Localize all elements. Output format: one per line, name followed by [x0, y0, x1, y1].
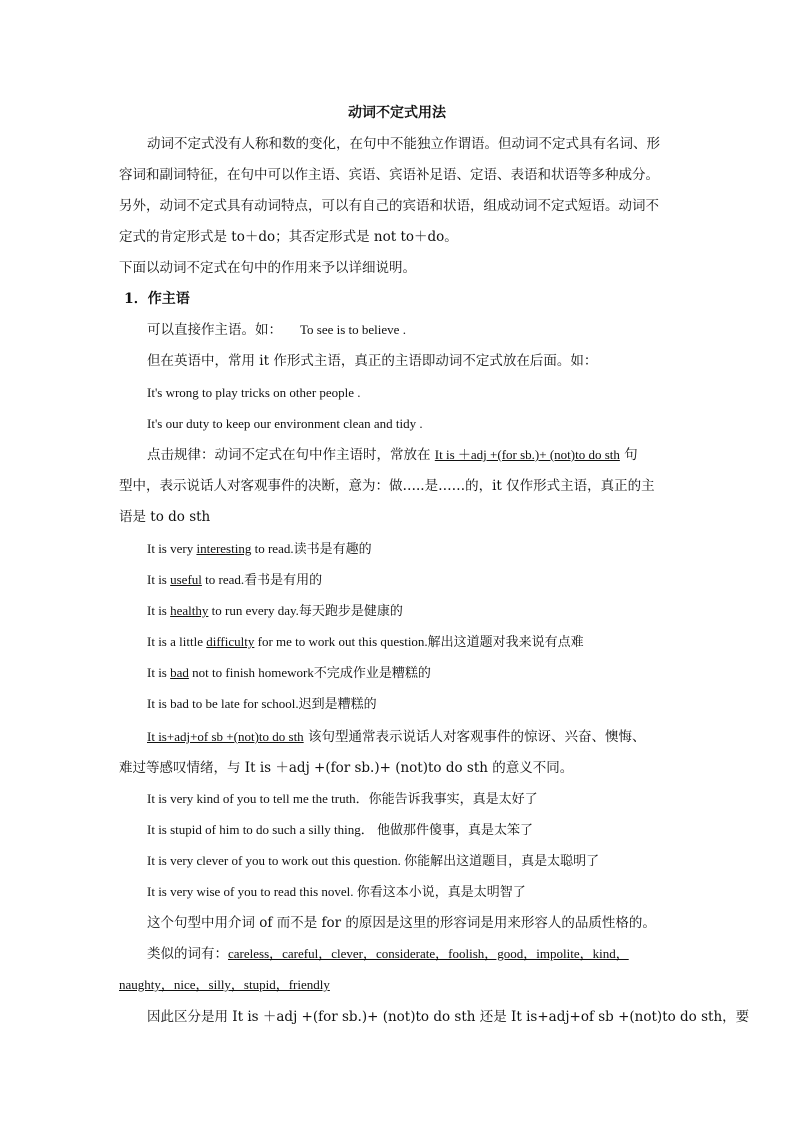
of-example-3: It is very clever of you to work out this question. 你能解出这道题目，真是太聪明了	[147, 853, 600, 868]
of-example-1: It is very kind of you to tell me the truth．你能告诉我事实，真是太好了	[147, 791, 538, 806]
for-example-6: It is bad to be late for school.迟到是糟糕的	[147, 696, 377, 711]
of-example-2: It is stupid of him to do such a silly thing． 他做那件傻事，真是太笨了	[147, 822, 534, 837]
rule-line-1	[147, 445, 684, 465]
direct-subject-example: To see is to believe .	[300, 322, 406, 337]
for-example-2: It is useful to read.看书是有用的	[147, 572, 323, 587]
rule-text-b: 句	[619, 447, 638, 463]
intro-line-2: 容词和副词特征，在句中可以作主语、宾语、宾语补足语、定语、表语和状语等多种成分。	[119, 167, 659, 183]
adjective: bad	[170, 665, 189, 680]
rule-pattern-of: It is+adj+of sb +(not)to do sth	[147, 729, 304, 744]
for-example-4: It is a little difficulty for me to work out this question.解出这道题对我来说有点难	[147, 634, 584, 649]
rule-pattern-for: It is ＋adj +(for sb.)+ (not)to do sth	[434, 447, 620, 462]
formal-it-line: 但在英语中，常用 it 作形式主语，真正的主语即动词不定式放在后面。如：	[147, 353, 598, 369]
of-rule-line-2: 难过等感叹情绪，与 It is ＋adj +(for sb.)+ (not)to do sth 的意义不同。	[119, 760, 574, 776]
example-sentence-2: It's our duty to keep our environment clean and tidy .	[147, 416, 423, 431]
rule-text-a: 点击规律：动词不定式在句中作主语时，常放在	[147, 447, 435, 463]
adjective: interesting	[196, 541, 252, 556]
of-rule-text: 该句型通常表示说话人对客观事件的惊讶、兴奋、懊悔、	[303, 729, 646, 745]
similar-label: 类似的词有：	[147, 946, 228, 962]
adjective: useful	[170, 572, 202, 587]
similar-words-line-2: naughty，nice，silly，stupid，friendly	[119, 977, 330, 992]
reason-line: 这个句型中用介词 of 而不是 for 的原因是这里的形容词是用来形容人的品质性格的。	[147, 915, 656, 931]
rule-line-3: 语是 to do sth	[119, 509, 211, 525]
intro-line-5: 下面以动词不定式在句中的作用来予以详细说明。	[119, 260, 416, 276]
adjective: difficulty	[206, 634, 255, 649]
intro-line-4: 定式的肯定形式是 to＋do；其否定形式是 not to＋do。	[119, 229, 458, 245]
similar-words-line-1	[147, 944, 684, 964]
direct-subject-line	[147, 320, 684, 340]
section-heading: 1．作主语	[124, 291, 190, 307]
adjective: healthy	[170, 603, 209, 618]
intro-line-3: 另外，动词不定式具有动词特点，可以有自己的宾语和状语，组成动词不定式短语。动词不	[119, 198, 659, 214]
for-example-5: It is bad not to finish homework不完成作业是糟糕的	[147, 665, 431, 680]
distinguish-line: 因此区分是用 It is ＋adj +(for sb.)+ (not)to do sth 还是 It is+adj+of sb +(not)to do sth，要	[147, 1009, 750, 1025]
page-title: 动词不定式用法	[348, 105, 446, 121]
example-sentence-1: It's wrong to play tricks on other people .	[147, 385, 361, 400]
direct-subject-text: 可以直接作主语。如：	[147, 322, 282, 338]
similar-words: careless，careful，clever，considerate，foolish，good，impolite，kind，	[228, 946, 629, 961]
rule-line-2: 型中，表示说话人对客观事件的决断，意为：做…..是……的，it 仅作形式主语，真正的主	[119, 478, 655, 494]
of-rule-line-1	[147, 727, 684, 747]
intro-line-1: 动词不定式没有人称和数的变化，在句中不能独立作谓语。但动词不定式具有名词、形	[147, 136, 660, 152]
for-example-1: It is very interesting to read.读书是有趣的	[147, 541, 372, 556]
for-example-3: It is healthy to run every day.每天跑步是健康的	[147, 603, 403, 618]
of-example-4: It is very wise of you to read this novel. 你看这本小说，真是太明智了	[147, 884, 526, 899]
